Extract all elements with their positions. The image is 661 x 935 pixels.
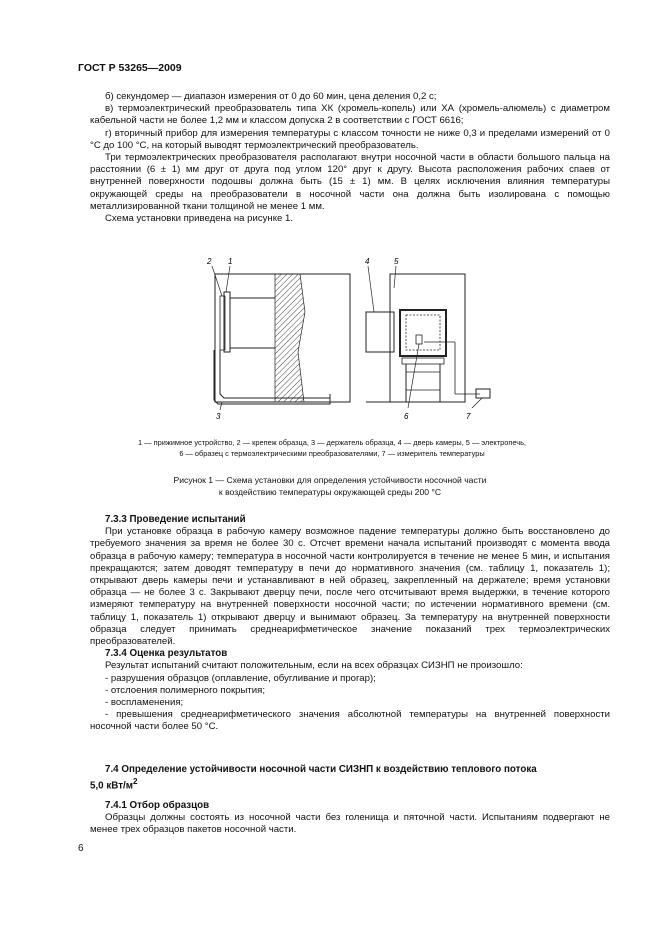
section-7-4-1-title: 7.4.1 Отбор образцов [105,799,210,811]
figure-legend-line-2: 6 — образец с термоэлектрическими преобразователями, 7 — измеритель температуры [179,449,485,458]
furnace-side-view [214,274,350,404]
figure-caption-line-1: Рисунок 1 — Схема установки для определения устойчивости носочной части [173,475,487,485]
page-number: 6 [78,843,84,854]
result-item: - превышения среднеарифметического значения абсолютной температуры на внутренней поверхности носочной части более 50 °С. [90,709,610,733]
figure-label-2: 2 [207,257,212,266]
label-5-leader [394,266,396,288]
figure-label-4: 4 [365,257,370,266]
thermocouple-paragraph: Три термоэлектрических преобразователя располагают внутри носочной части в области большого пальца на расстоянии (6 ± 1) мм друг от друга под углом 120° друг к другу. Высота расположения рабочих спаев от внутренней поверхности подошвы должна быть (15 ± 1) мм. В целях исключения влияния температуры окружающей среды на преобразователи в носочной части она должна быть изолирована с помощью металлизированной ткани толщиной не менее 1 мм. [90,152,610,212]
intro-text [90,91,610,225]
section-7-4-1-text: Образцы должны состоять из носочной части без голенища и пяточной части. Испытаниям подвергают не менее трех образцов пакетов носочной части. [90,811,610,836]
figure-caption [120,474,540,498]
figure-label-6: 6 [404,412,409,421]
figure-legend [92,437,572,459]
section-7-3-4-title: 7.3.4 Оценка результатов [105,648,228,660]
list-item-v: в) термоэлектрический преобразователь типа ХК (хромель-копель) или ХА (хромель-алюмель) с диаметром кабельной части не более 1,2 мм и классом допуска 2 в соответствии с ГОСТ 6616; [90,103,610,127]
section-7-3-3-text: При установке образца в рабочую камеру возможное падение температуры должно быть восстановлено до требуемого значения за время не более 30 с. Отсчет времени начала испытаний производят с момента ввода образца в рабочую камеру; температура в носочной части контролируется в течение не менее 5 мин, и испытания прекращаются; затем доводят температуру в печи до нормативного значения (см. таблицу 1, показатель 1); открывают дверь камеры печи и устанавливают в ней образец, закрепленный на держателе; время установки образца — не более 3 с. Закрывают дверцу печи, после чего отсчитывают время выдержки, в течение которого измеряют температуру на внутренней поверхности носочной части; по истечении нормативного времени (см. таблицу 1, показатель 1) открывают дверцу и вынимают образец. За температуру на внутренней поверхности образца следует принимать среднеарифметическое значение показаний трех термоэлектрических преобразователей. [90,526,610,648]
figure-label-1: 1 [228,257,233,266]
section-7-4-title [90,764,610,793]
section-7-4-title-line-1: 7.4 Определение устойчивости носочной части СИЗНП к воздействию теплового потока [105,764,537,775]
figure-label-7: 7 [466,412,471,421]
list-item-g: г) вторичный прибор для измерения температуры с классом точности не ниже 0,3 и пределами измерений от 0 °С до 100 °С, на который выводят термоэлектрический преобразователь. [90,127,610,151]
result-item: - воспламенения; [105,697,184,709]
label-7-leader [472,398,482,408]
section-7-4 [90,764,610,836]
label-4-leader [368,266,374,312]
label-6-leader [408,344,419,408]
label-1-leader [226,266,230,292]
label-2-leader [212,266,222,296]
list-item-b: б) секундомер — диапазон измерения от 0 до 60 мин, цена деления 0,2 с; [105,91,437,102]
result-item: - разрушения образцов (оплавление, обугливание и прогар); [105,672,376,684]
figure-label-5: 5 [394,257,399,266]
section-7-3-3-title: 7.3.3 Проведение испытаний [105,514,246,525]
figure-legend-line-1: 1 — прижимное устройство, 2 — крепеж образца, 3 — держатель образца, 4 — дверь камеры, 5 — электропечь, [138,438,526,447]
section-7-3-4-text: Результат испытаний считают положительным, если на всех образцах СИЗНП не произошло: [105,660,523,672]
furnace-front-view [366,274,490,402]
label-3-leader [220,402,222,410]
figure-label-3: 3 [216,412,221,421]
figure-caption-line-2: к воздействию температуры окружающей среды 200 °С [218,487,442,497]
section-7-4-title-line-2: 5,0 кВт/м [90,780,133,792]
figure-reference: Схема установки приведена на рисунке 1. [105,213,294,225]
figure-1-diagram [190,252,500,432]
document-header: ГОСТ Р 53265—2009 [78,62,182,74]
section-7-3-3 [90,514,610,734]
superscript: 2 [132,777,138,787]
result-item: - отслоения полимерного покрытия; [105,684,266,696]
